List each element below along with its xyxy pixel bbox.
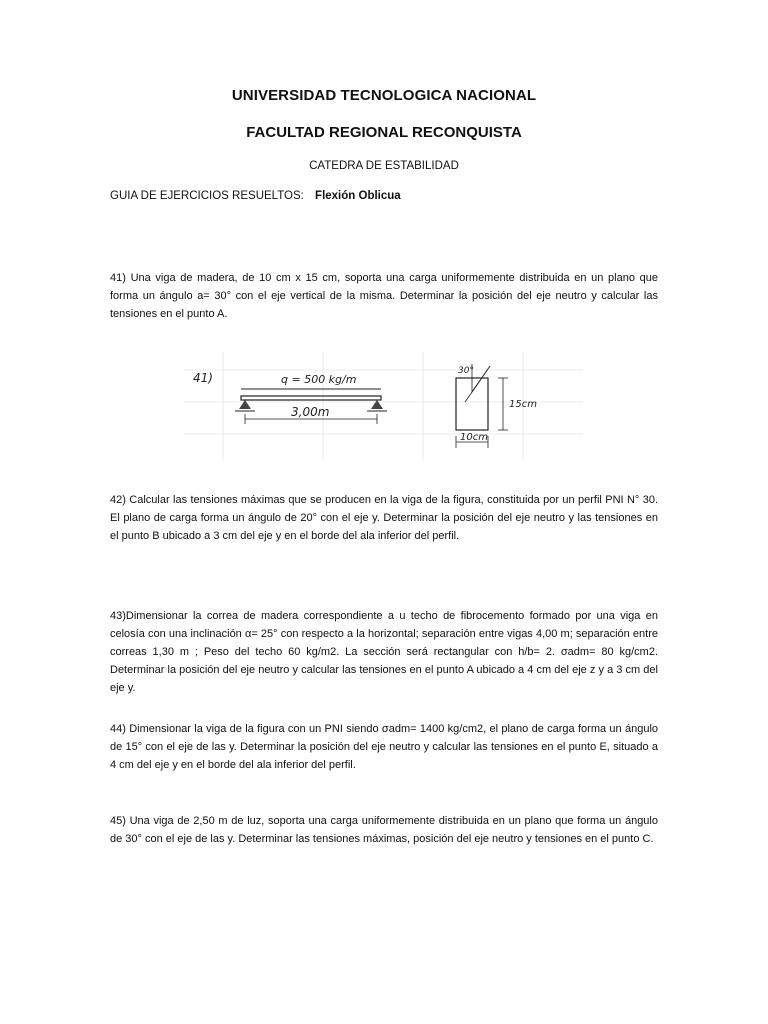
height-label: 15cm <box>509 399 537 410</box>
guide-heading <box>110 190 401 202</box>
exercise-42: 42) Calcular las tensiones máximas que se producen en la viga de la figura, constituida por un perfil PNI N° 30. El plano de carga forma un ángulo de 20° con el eje y. Determinar la posición del eje neutro y las tensiones en el punto B ubicado a 3 cm del eje y en el borde del ala inferior del perfil. <box>110 494 658 542</box>
guide-label: GUIA DE EJERCICIOS RESUELTOS: <box>110 190 304 202</box>
load-label: q = 500 kg/m <box>281 373 357 386</box>
support-right <box>371 400 383 409</box>
university-title: UNIVERSIDAD TECNOLOGICA NACIONAL <box>231 87 537 104</box>
figure-number: 41) <box>193 371 213 385</box>
support-left <box>239 400 251 409</box>
faculty-title: FACULTAD REGIONAL RECONQUISTA <box>246 124 522 141</box>
width-label: 10cm <box>460 432 488 443</box>
exercise-45: 45) Una viga de 2,50 m de luz, soporta una carga uniformemente distribuida en un plano que forma un ángulo de 30° con el eje de las y. Determinar las tensiones máximas, posición del eje neutro y tensiones en el punto C. <box>110 815 658 845</box>
angle-label: 30° <box>458 366 474 376</box>
exercise-43: 43)Dimensionar la correa de madera correspondiente a u techo de fibrocemento formado por una viga en celosía con una inclinación α= 25° con respecto a la horizontal; separación entre vigas 4,00 m; separación entre correas 1,30 m ; Peso del techo 60 kg/m2. La sección será rectangular con h/b= 2. σadm= 80 kg/cm2. Determinar la posición del eje neutro y calcular las tensiones en el punto A ubicado a 4 cm del eje z y a 3 cm del eje y. <box>110 610 658 694</box>
guide-topic: Flexión Oblicua <box>315 190 401 202</box>
exercise-44: 44) Dimensionar la viga de la figura con un PNI siendo σadm= 1400 kg/cm2, el plano de carga forma un ángulo de 15° con el eje de las y. Determinar la posición del eje neutro y calcular las tensiones en el punto E, situado a 4 cm del eje y en el borde del ala inferior del perfil. <box>110 723 658 771</box>
span-label: 3,00m <box>291 405 330 419</box>
beam <box>241 396 381 400</box>
figure-41-sketch <box>183 352 583 460</box>
chair-title: CATEDRA DE ESTABILIDAD <box>309 160 459 172</box>
figure-41 <box>183 352 583 460</box>
exercise-41: 41) Una viga de madera, de 10 cm x 15 cm, soporta una carga uniformemente distribuida en un plano que forma un ángulo a= 30° con el eje vertical de la misma. Determinar la posición del eje neutro y calcular las tensiones en el punto A. <box>110 272 658 320</box>
